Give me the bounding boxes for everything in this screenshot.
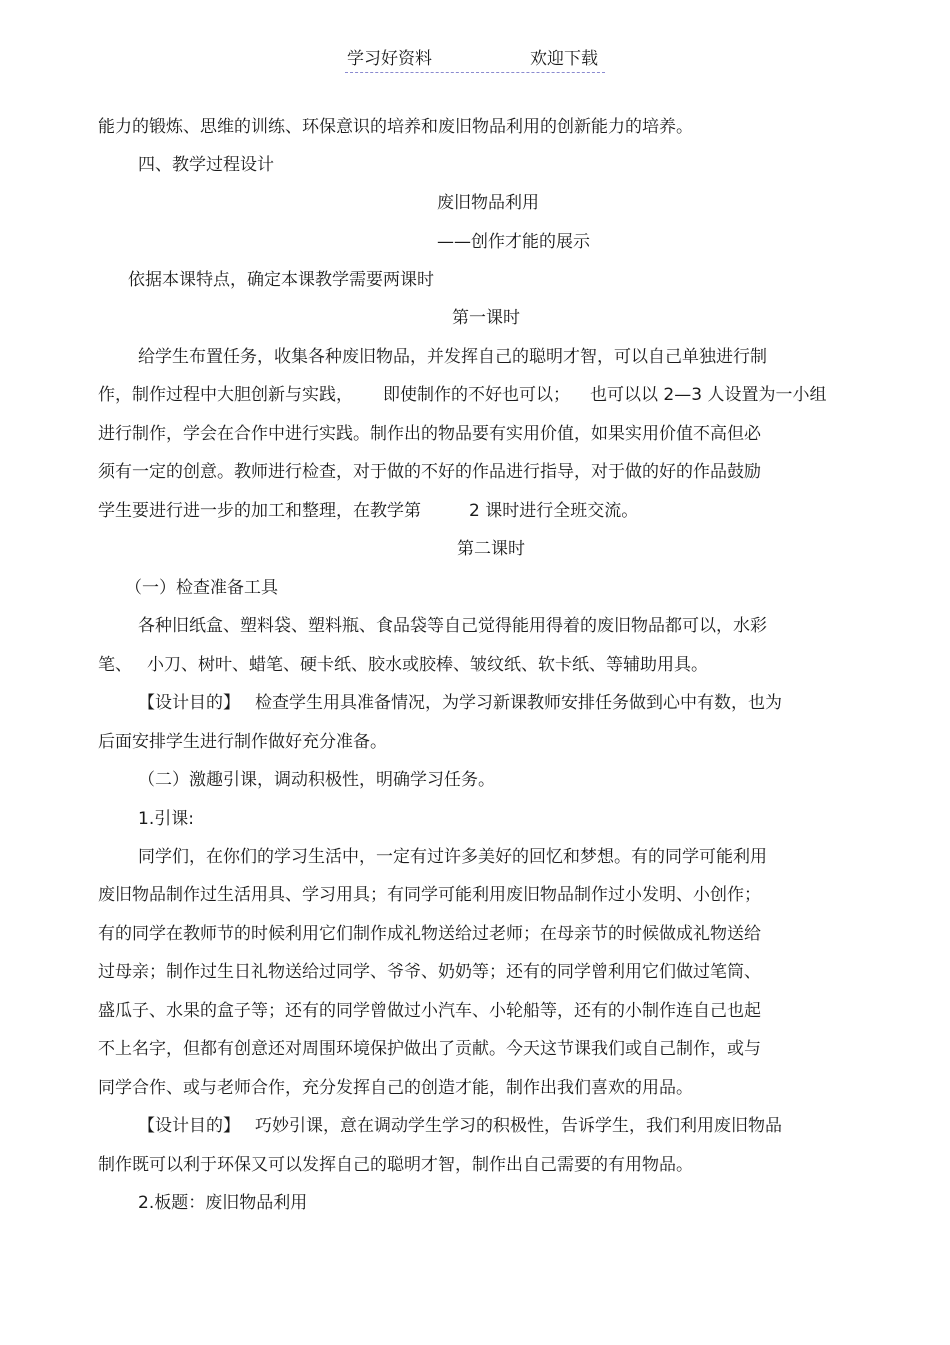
page-header [345,48,605,73]
paragraph-line: 能力的锻炼、思维的训练、环保意识的培养和废旧物品利用的创新能力的培养。 [98,117,693,137]
header-left-text: 学习好资料 [347,49,432,69]
section-heading: 四、教学过程设计 [138,155,274,175]
paragraph-line: 制作既可以利于环保又可以发挥自己的聪明才智，制作出自己需要的有用物品。 [98,1155,693,1175]
paragraph-line: 过母亲；制作过生日礼物送给过同学、爷爷、奶奶等；还有的同学曾利用它们做过笔筒、 [98,962,761,982]
subsection-heading: （二）激趣引课，调动积极性，明确学习任务。 [138,770,495,790]
step-heading: 2.板题：废旧物品利用 [138,1193,308,1213]
paragraph-line: 有的同学在教师节的时候利用它们制作成礼物送给过老师；在母亲节的时候做成礼物送给 [98,924,761,944]
subsection-heading: （一）检查准备工具 [125,578,278,598]
paragraph-line: 依据本课特点，确定本课教学需要两课时 [128,270,434,290]
paragraph-line: 不上名字，但都有创意还对周围环境保护做出了贡献。今天这节课我们或自己制作，或与 [98,1039,761,1059]
step-heading: 1.引课: [138,809,194,829]
paragraph-line-part: 笔、 [98,655,132,675]
lesson-subtitle: ——创作才能的展示 [437,232,590,252]
design-purpose-label: 【设计目的】 [138,1116,240,1136]
paragraph-line-part: 作，制作过程中大胆创新与实践， [98,385,353,405]
paragraph-line-part: 2 课时进行全班交流。 [469,501,639,521]
paragraph-line: 同学们，在你们的学习生活中，一定有过许多美好的回忆和梦想。有的同学可能利用 [138,847,767,867]
paragraph-line: 盛瓜子、水果的盒子等；还有的同学曾做过小汽车、小轮船等，还有的小制作连自己也起 [98,1001,761,1021]
paragraph-line: 须有一定的创意。教师进行检查，对于做的不好的作品进行指导，对于做的好的作品鼓励 [98,462,761,482]
paragraph-line: 各种旧纸盒、塑料袋、塑料瓶、食品袋等自己觉得能用得着的废旧物品都可以，水彩 [138,616,767,636]
paragraph-line: 同学合作、或与老师合作，充分发挥自己的创造才能，制作出我们喜欢的用品。 [98,1078,693,1098]
paragraph-line-part: 也可以以 2—3 人设置为一小组 [590,385,827,405]
paragraph-line-part: 小刀、树叶、蜡笔、硬卡纸、胶水或胶棒、皱纹纸、软卡纸、等辅助用具。 [147,655,708,675]
paragraph-line: 废旧物品制作过生活用具、学习用具；有同学可能利用废旧物品制作过小发明、小创作； [98,885,761,905]
period-heading: 第一课时 [452,308,520,328]
period-heading: 第二课时 [457,539,525,559]
paragraph-line-part: 巧妙引课，意在调动学生学习的积极性，告诉学生，我们利用废旧物品 [255,1116,782,1136]
paragraph-line: 给学生布置任务，收集各种废旧物品，并发挥自己的聪明才智，可以自己单独进行制 [138,347,767,367]
paragraph-line: 进行制作，学会在合作中进行实践。制作出的物品要有实用价值，如果实用价值不高但必 [98,424,761,444]
design-purpose-label: 【设计目的】 [138,693,240,713]
paragraph-line-part: 检查学生用具准备情况，为学习新课教师安排任务做到心中有数，也为 [255,693,782,713]
paragraph-line: 后面安排学生进行制作做好充分准备。 [98,732,387,752]
paragraph-line-part: 即使制作的不好也可以； [383,385,570,405]
header-right-text: 欢迎下载 [530,49,598,69]
lesson-title: 废旧物品利用 [437,193,539,213]
paragraph-line-part: 学生要进行进一步的加工和整理，在教学第 [98,501,421,521]
